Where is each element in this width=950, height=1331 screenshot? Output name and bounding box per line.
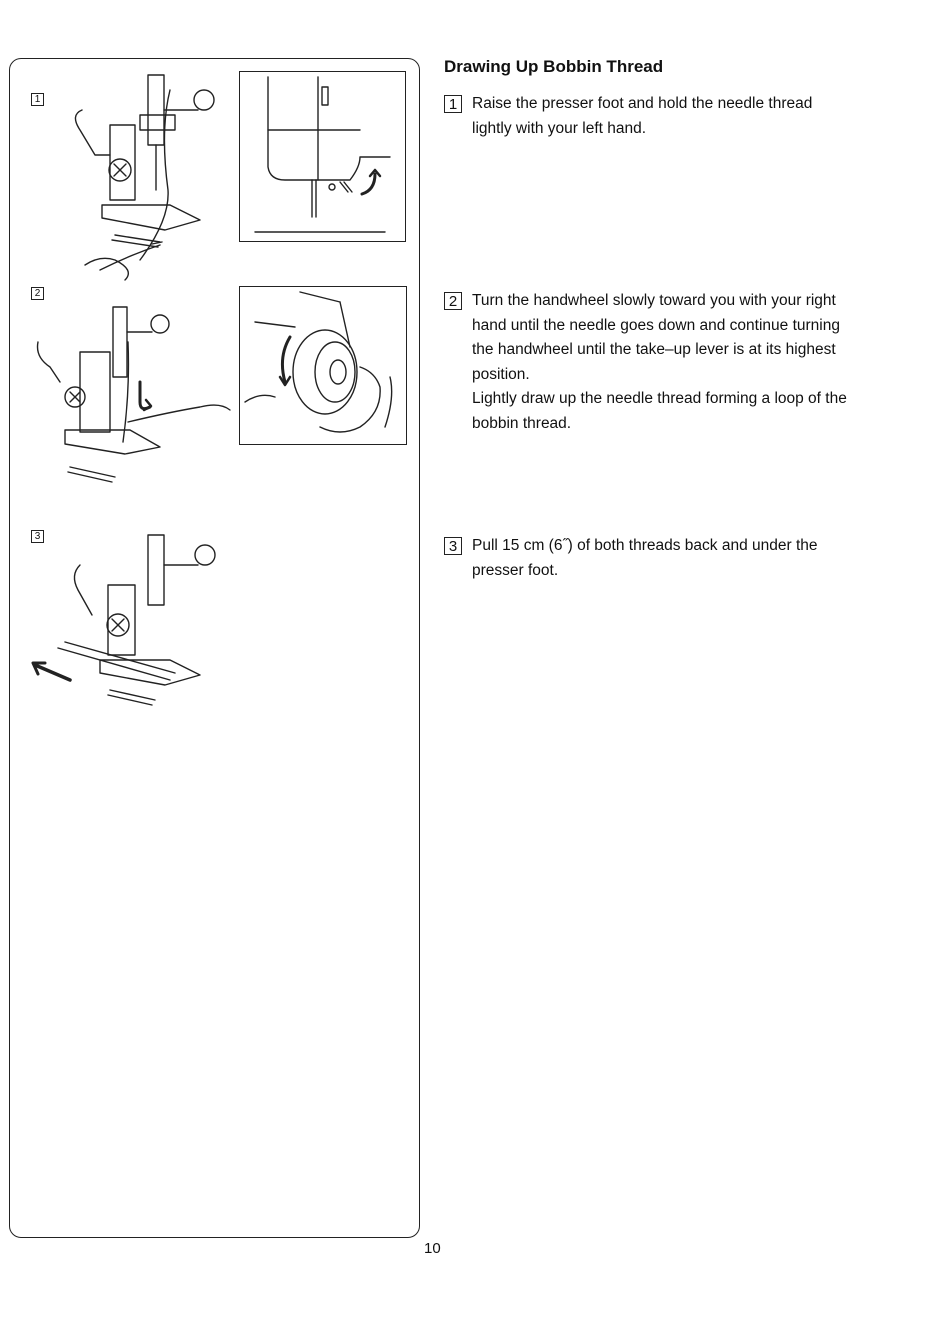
page-number: 10 [424,1240,441,1257]
step-2-text-block [472,289,852,436]
step-2-text: Turn the handwheel slowly toward you with your right hand until the needle goes down and continue turning the handwheel until the take–up lever is at its highest position. [472,292,840,383]
step-3-number: 3 [444,537,462,555]
bobbin-loop-icon [30,302,240,497]
threads-pulled-back-icon [30,530,230,720]
presser-foot-hand-icon [40,70,230,285]
presser-lever-raise-icon [240,72,407,243]
figure-2-inset [239,286,407,445]
figure-2-label: 2 [31,287,44,300]
handwheel-icon [240,287,408,446]
step-2-text-2: Lightly draw up the needle thread forming a loop of the bobbin thread. [472,390,847,432]
step-1-number: 1 [444,95,462,113]
section-title: Drawing Up Bobbin Thread [444,57,664,76]
figure-3-label: 3 [31,530,44,543]
figure-1-inset [239,71,406,242]
figure-1-label: 1 [31,93,44,106]
step-3-text: Pull 15 cm (6˝) of both threads back and under the presser foot. [472,537,818,579]
step-1-text: Raise the presser foot and hold the needle thread lightly with your left hand. [472,95,813,137]
step-2-number: 2 [444,292,462,310]
